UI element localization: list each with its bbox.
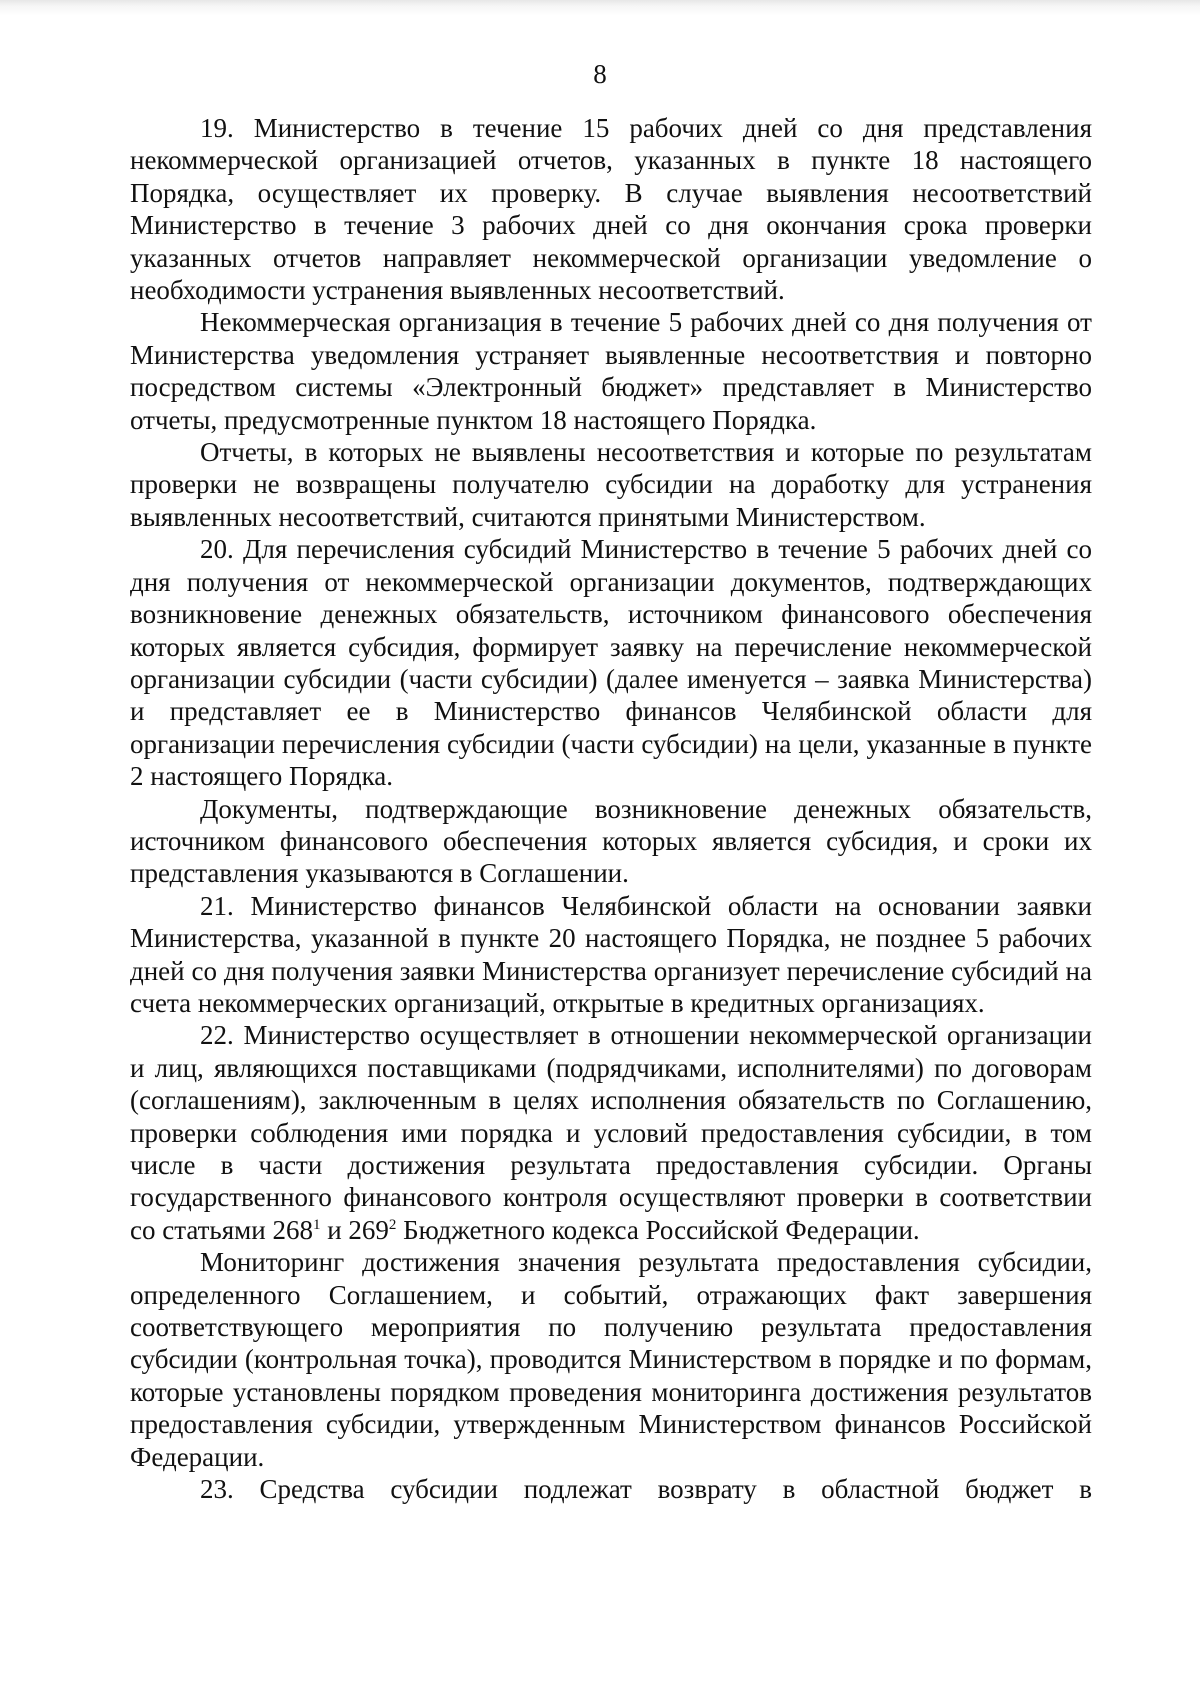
paragraph-22-text: 22. Министерство осуществляет в отношении некоммерческой организации и лиц, являющихся поставщиками (подрядчиками, исполнителями) по договорам (соглашениям), заключенным в целях исполнения обязательств по Соглашению, проверки соблюдения ими порядка и условий предоставления субсидии, в том числе в части достижения результата предоставления субсидии. Органы государственного финансового контроля осуществляют проверки в соответствии со статьями 268 xyxy=(130,1020,1092,1245)
paragraph-20-documents: Документы, подтверждающие возникновение денежных обязательств, источником финансового обеспечения которых является субсидия, и сроки их представления указываются в Соглашении. xyxy=(130,793,1092,889)
superscript-2: 2 xyxy=(388,1216,397,1233)
paragraph-19-accepted-reports: Отчеты, в которых не выявлены несоответствия и которые по результатам проверки не возвращены получателю субсидии на доработку для устранения выявленных несоответствий, считаются принятыми Министерством. xyxy=(130,437,1092,532)
body-text xyxy=(130,112,1092,1505)
paragraph-22-text-after: Бюджетного кодекса Российской Федерации. xyxy=(396,1214,920,1245)
paragraph-22-text-between: и 269 xyxy=(320,1214,389,1245)
page-number: 8 xyxy=(593,59,607,89)
superscript-1: 1 xyxy=(312,1216,321,1233)
paragraph-monitoring: Мониторинг достижения значения результата предоставления субсидии, определенного Соглашением, и событий, отражающих факт завершения соответствующего мероприятия по получению результата предоставления субсидии (контрольная точка), проводится Министерством в порядке и по формам, которые установлены порядком проведения мониторинга достижения результатов предоставления субсидии, утвержденным Министерством финансов Российской Федерации. xyxy=(130,1247,1092,1472)
paragraph-23: 23. Средства субсидии подлежат возврату в областной бюджет в xyxy=(200,1474,1092,1505)
paragraph-21: 21. Министерство финансов Челябинской области на основании заявки Министерства, указанной в пункте 20 настоящего Порядка, не позднее 5 рабочих дней со дня получения заявки Министерства организует перечисление субсидий на счета некоммерческих организаций, открытые в кредитных организациях. xyxy=(130,890,1092,1018)
paragraph-19-correction: Некоммерческая организация в течение 5 рабочих дней со дня получения от Министерства уведомления устраняет выявленные несоответствия и повторно посредством системы «Электронный бюджет» представляет в Министерство отчеты, предусмотренные пунктом 18 настоящего Порядка. xyxy=(130,307,1092,435)
paragraph-20: 20. Для перечисления субсидий Министерство в течение 5 рабочих дней со дня получения от некоммерческой организации документов, подтверждающих возникновение денежных обязательств, источником финансового обеспечения которых является субсидия, формирует заявку на перечисление некоммерческой организации субсидии (части субсидии) (далее именуется – заявка Министерства) и представляет ее в Министерство финансов Челябинской области для организации перечисления субсидии (части субсидии) на цели, указанные в пункте 2 настоящего Порядка. xyxy=(130,534,1092,792)
paragraph-19: 19. Министерство в течение 15 рабочих дней со дня представления некоммерческой организацией отчетов, указанных в пункте 18 настоящего Порядка, осуществляет их проверку. В случае выявления несоответствий Министерство в течение 3 рабочих дней со дня окончания срока проверки указанных отчетов направляет некоммерческой организации уведомление о необходимости устранения выявленных несоответствий. xyxy=(130,113,1092,306)
paragraph-22 xyxy=(130,1019,1092,1246)
